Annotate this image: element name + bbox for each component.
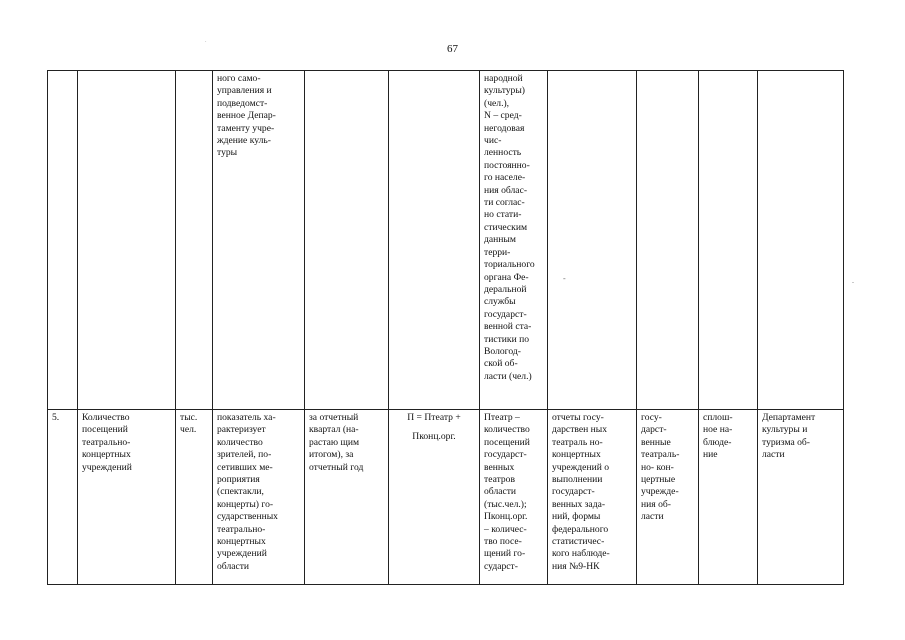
cell-responsible: Департамент культуры и туризма об- ласти [758, 410, 844, 585]
cell-responsible [758, 71, 844, 410]
cell-object: госу- дарст- венные театраль- но- кон- цертные учрежде- ния об- ласти [637, 410, 699, 585]
cell-number: 5. [48, 410, 78, 585]
cell-indicator-name [78, 71, 176, 410]
cell-unit: тыс. чел. [176, 410, 213, 585]
cell-source [548, 71, 637, 410]
cell-source: отчеты госу- дарствен ных театраль но- концертных учреждений о выполнении государст- венных зада- ний, формы федерального статистичес- кого наблюде- ния №9-НК [548, 410, 637, 585]
indicator-table [47, 70, 844, 585]
cell-indicator-name: Количество посещений театрально- концертных учреждений [78, 410, 176, 585]
table-row-5 [48, 410, 844, 585]
cell-object [637, 71, 699, 410]
scan-speck: . [852, 276, 854, 285]
cell-number [48, 71, 78, 410]
cell-period: за отчетный квартал (на- растаю щим итогом), за отчетный год [305, 410, 389, 585]
cell-formula [389, 71, 480, 410]
cell-definition: ного само- управления и подведомст- венное Депар- таменту учре- ждение куль- туры [213, 71, 305, 410]
cell-period [305, 71, 389, 410]
cell-variables: Птеатр – количество посещений государст- венных театров области (тыс.чел.); Пконц.орг. – количес- тво посе- щений го- сударст- [480, 410, 548, 585]
scan-speck: . [205, 38, 207, 44]
formula-line-1: П = Птеатр + [407, 412, 461, 423]
cell-method: сплош- ное на- блюде- ние [699, 410, 758, 585]
cell-variables: народной культуры) (чел.), N – сред- негодовая чис- ленность постоянно- го населе- ния облас- ти соглас- но стати- стическим данным терри- ториального органа Фе- деральной службы государст- венной ста- тистики по Вологод- ской об- ласти (чел.) [480, 71, 548, 410]
cell-method [699, 71, 758, 410]
table-row-continuation [48, 71, 844, 410]
formula-line-2: Пконц.орг. [412, 431, 456, 443]
page-number: 67 [447, 43, 458, 55]
stray-dash-mark: - [563, 274, 566, 283]
cell-definition: показатель ха- рактеризует количество зрителей, по- сетивших ме- роприятия (спектакли, концерты) го- сударственных театрально- концертных учреждений области [213, 410, 305, 585]
cell-formula [389, 410, 480, 585]
cell-unit [176, 71, 213, 410]
